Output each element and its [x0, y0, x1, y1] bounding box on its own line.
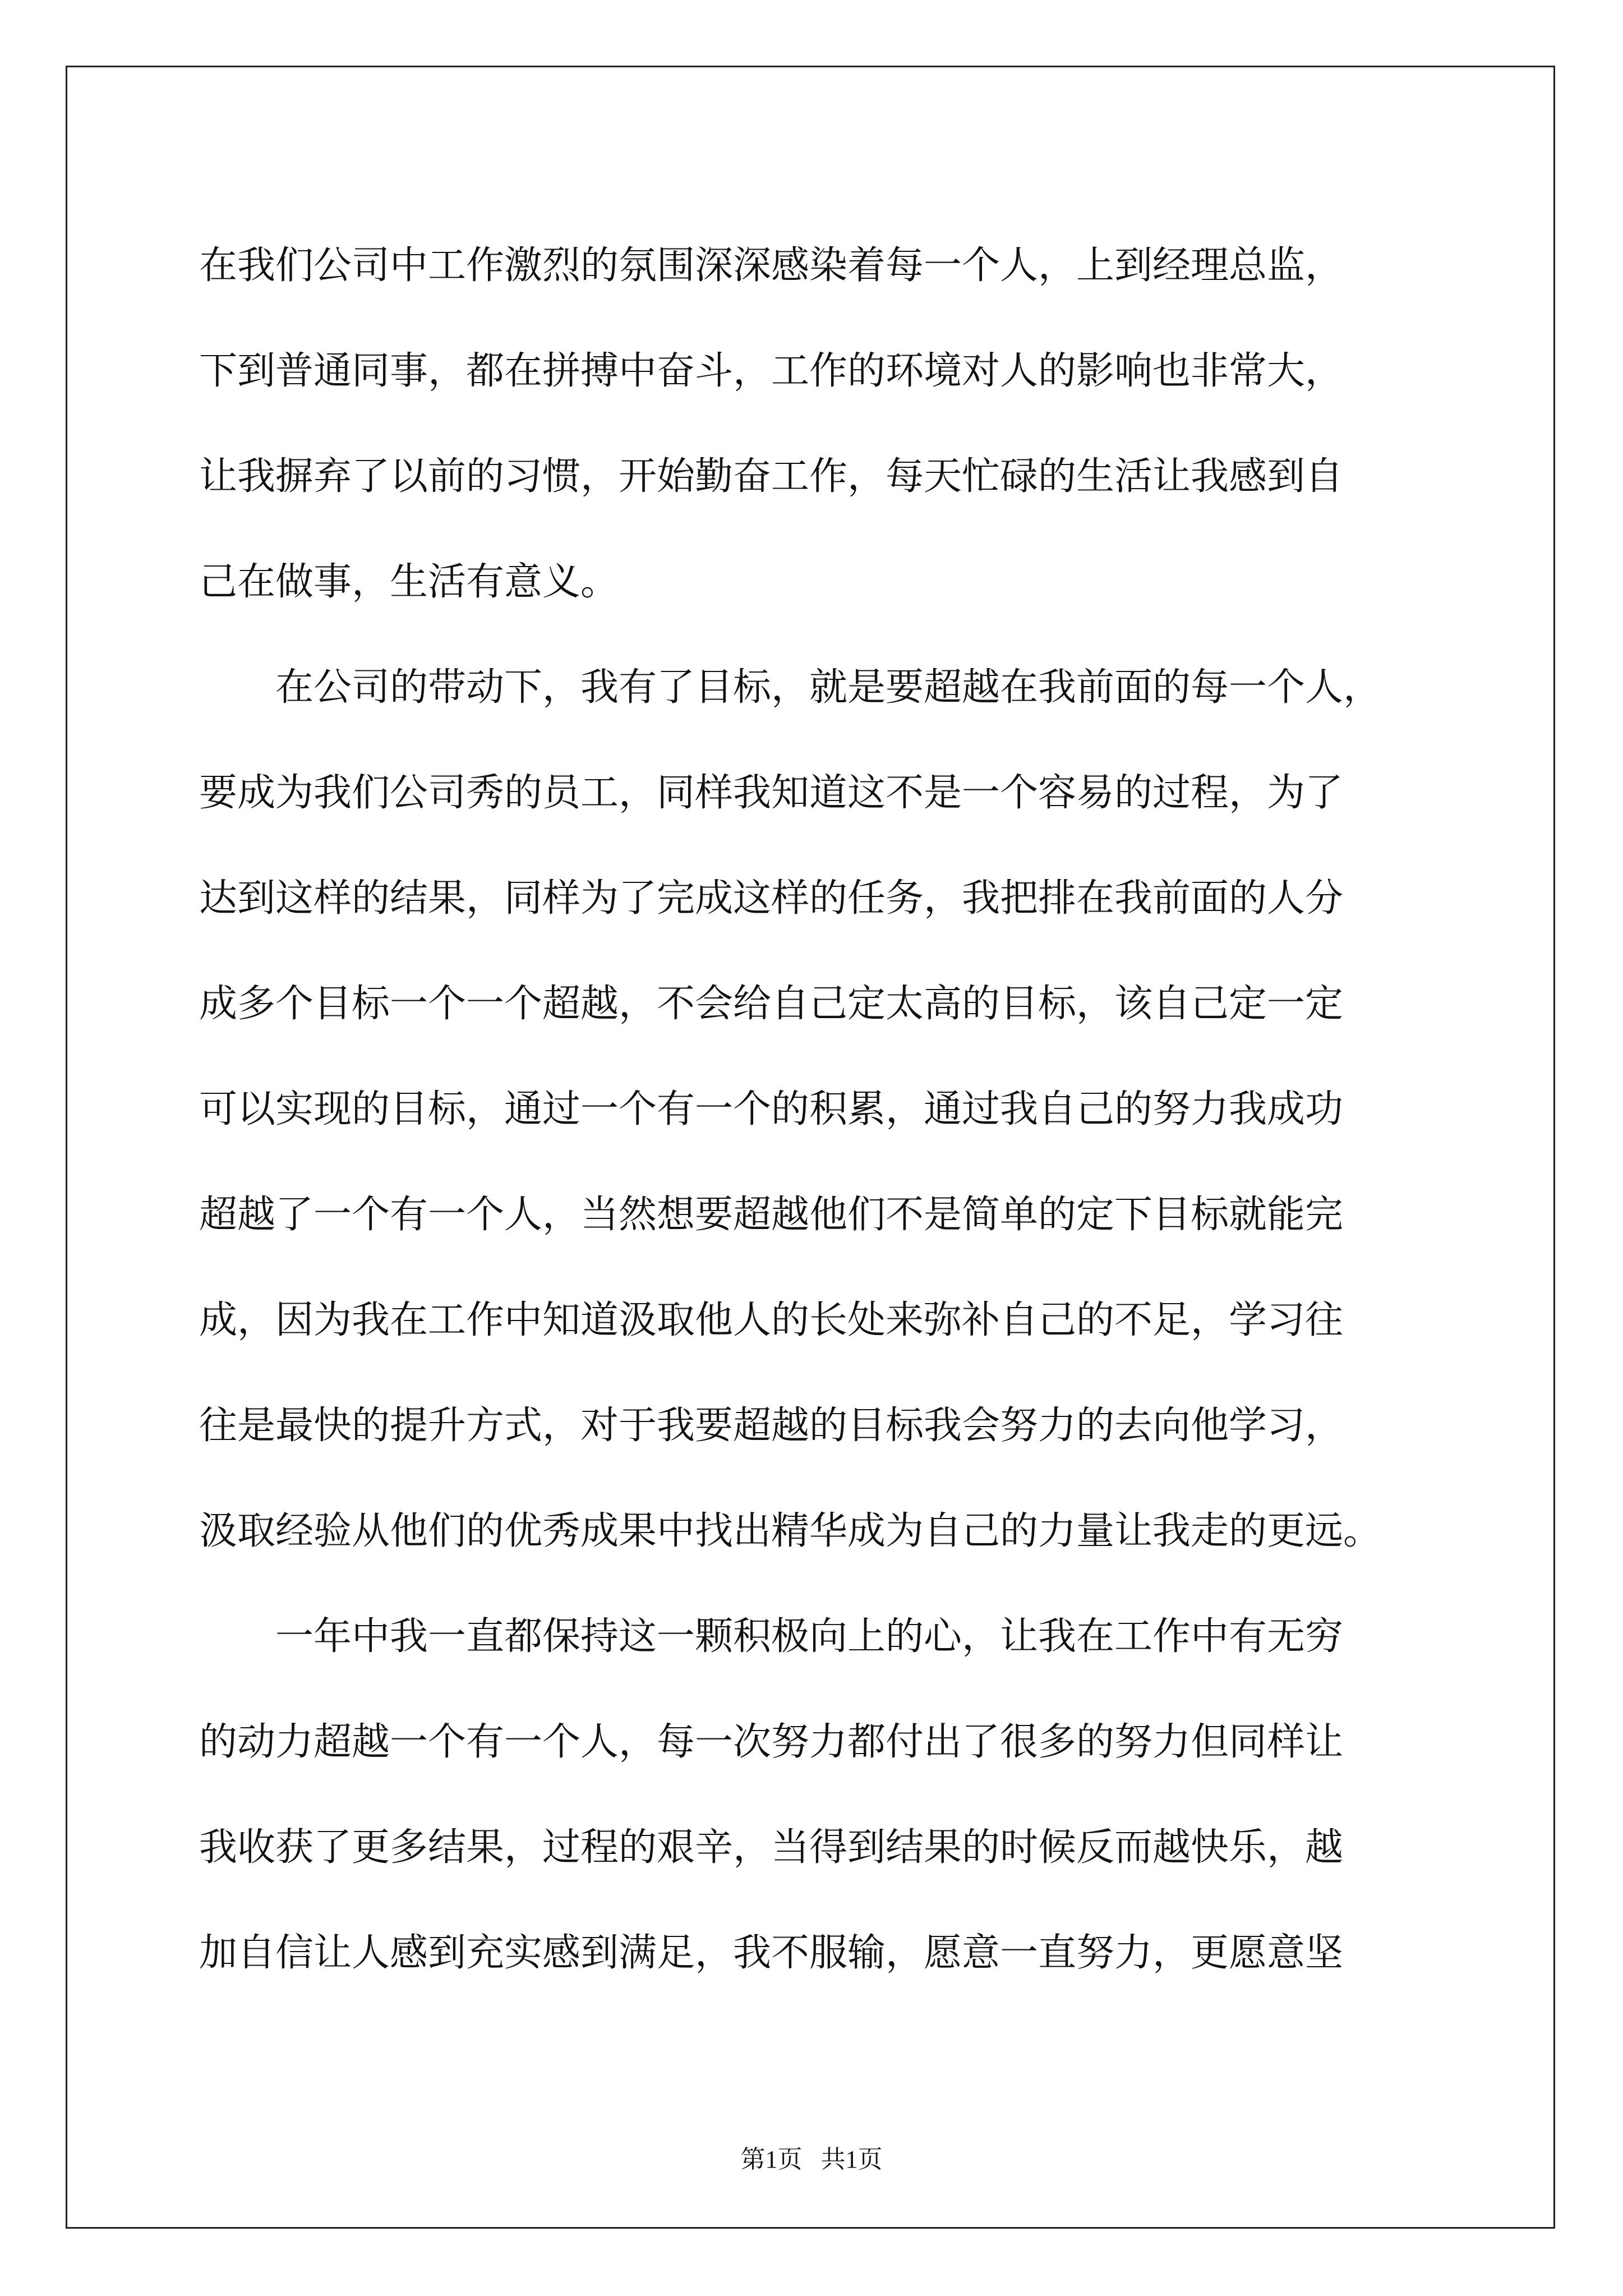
text-line: 要成为我们公司秀的员工，同样我知道这不是一个容易的过程，为了 — [199, 771, 1344, 815]
text-line: 超越了一个有一个人，当然想要超越他们不是简单的定下目标就能完 — [199, 1193, 1344, 1237]
text-line: 可以实现的目标，通过一个有一个的积累，通过我自己的努力我成功 — [199, 1087, 1344, 1131]
text-line: 往是最快的提升方式，对于我要超越的目标我会努力的去向他学习， — [199, 1404, 1344, 1448]
text-line: 一年中我一直都保持这一颗积极向上的心，让我在工作中有无穷 — [199, 1614, 1344, 1659]
text-line: 下到普通同事，都在拼搏中奋斗，工作的环境对人的影响也非常大， — [199, 349, 1344, 393]
text-line: 汲取经验从他们的优秀成果中找出精华成为自己的力量让我走的更远。 — [199, 1509, 1382, 1553]
text-line: 成，因为我在工作中知道汲取他人的长处来弥补自己的不足，学习往 — [199, 1298, 1344, 1342]
document-body — [199, 213, 1433, 2006]
page-footer: 第1页 共1页 — [740, 2146, 883, 2173]
text-line: 让我摒弃了以前的习惯，开始勤奋工作，每天忙碌的生活让我感到自 — [199, 454, 1344, 499]
text-line: 成多个目标一个一个超越，不会给自己定太高的目标，该自己定一定 — [199, 982, 1344, 1026]
text-line: 在我们公司中工作激烈的氛围深深感染着每一个人，上到经理总监， — [199, 243, 1344, 288]
text-line: 己在做事，生活有意义。 — [199, 560, 619, 604]
text-line: 达到这样的结果，同样为了完成这样的任务，我把排在我前面的人分 — [199, 876, 1344, 921]
text-line: 加自信让人感到充实感到满足，我不服输，愿意一直努力，更愿意坚 — [199, 1931, 1344, 1975]
text-line: 的动力超越一个有一个人，每一次努力都付出了很多的努力但同样让 — [199, 1720, 1344, 1764]
text-line: 我收获了更多结果，过程的艰辛，当得到结果的时候反而越快乐，越 — [199, 1825, 1344, 1870]
text-line: 在公司的带动下，我有了目标，就是要超越在我前面的每一个人， — [199, 665, 1382, 710]
